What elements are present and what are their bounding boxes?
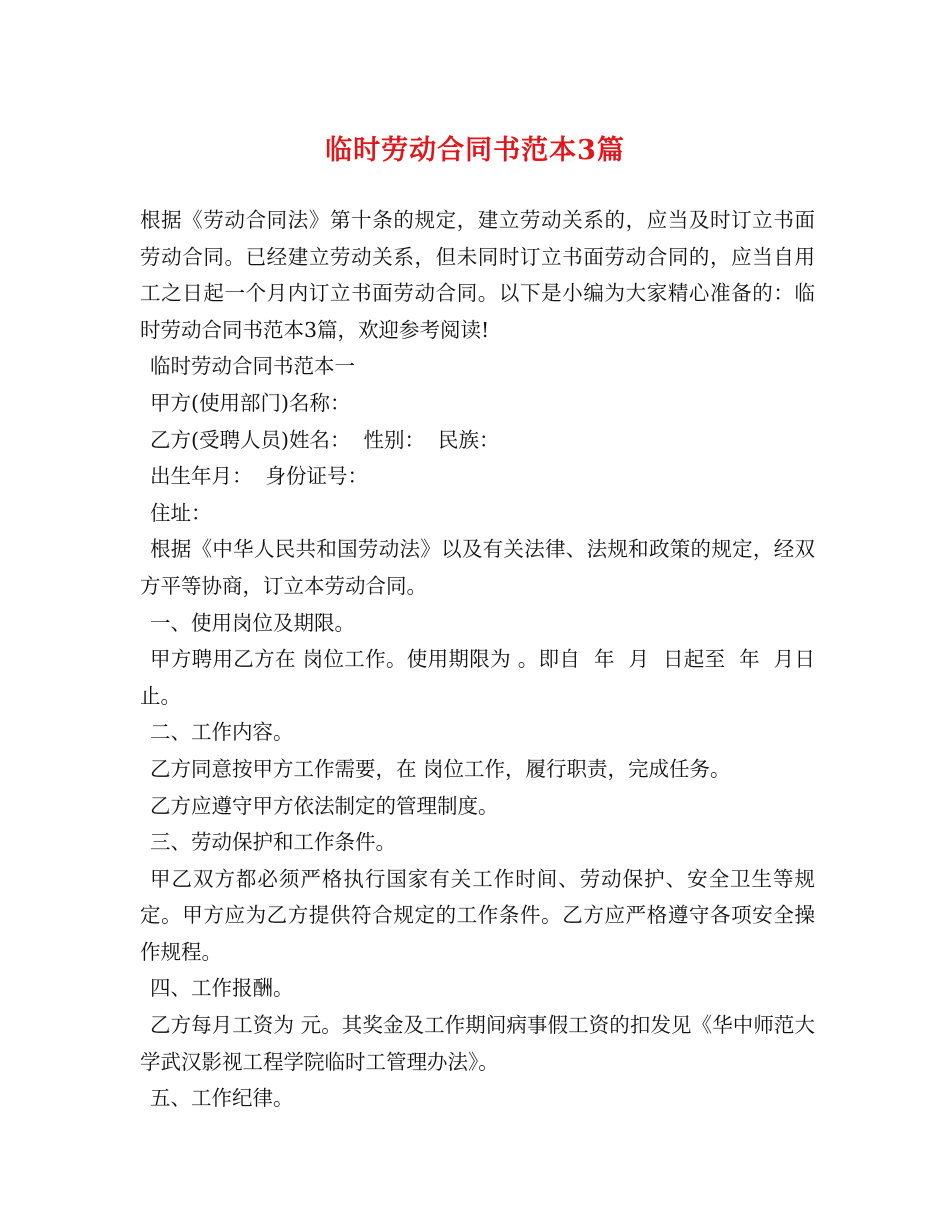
clause-2-text-b: 乙方应遵守甲方依法制定的管理制度。	[150, 793, 499, 818]
section-heading-sample-one: 临时劳动合同书范本一	[150, 354, 355, 379]
document-title: 临时劳动合同书范本3篇	[325, 135, 625, 166]
clause-1-text: 甲方聘用乙方在 岗位工作。使用期限为 。即自 年 月 日起至 年 月日止。	[140, 647, 815, 708]
clause-3-text: 甲乙双方都必须严格执行国家有关工作时间、劳动保护、安全卫生等规定。甲方应为乙方提供符合规定的工作条件。乙方应严格遵守各项安全操作规程。	[140, 866, 815, 964]
clause-heading-5: 五、工作纪律。	[150, 1086, 294, 1111]
intro-paragraph: 根据《劳动合同法》第十条的规定，建立劳动关系的，应当及时订立书面劳动合同。已经建立劳动关系，但未同时订立书面劳动合同的，应当自用工之日起一个月内订立书面劳动合同。以下是小编为大家精心准备的：临时劳动合同书范本3篇，欢迎参考阅读!	[140, 208, 815, 342]
preamble-paragraph: 根据《中华人民共和国劳动法》以及有关法律、法规和政策的规定，经双方平等协商，订立本劳动合同。	[140, 537, 815, 598]
clause-2-text-a: 乙方同意按甲方工作需要，在 岗位工作，履行职责，完成任务。	[150, 756, 731, 781]
clause-heading-2: 二、工作内容。	[150, 720, 294, 745]
address-line: 住址：	[150, 500, 212, 525]
birth-id-line: 出生年月： 身份证号：	[150, 464, 369, 489]
party-a-name-line: 甲方(使用部门)名称：	[150, 390, 351, 415]
clause-heading-3: 三、劳动保护和工作条件。	[150, 830, 396, 855]
clause-heading-4: 四、工作报酬。	[150, 976, 294, 1001]
party-b-info-line: 乙方(受聘人员)姓名： 性别： 民族：	[150, 427, 500, 452]
document-body	[140, 202, 815, 1117]
clause-heading-1: 一、使用岗位及期限。	[150, 610, 355, 635]
clause-4-text: 乙方每月工资为 元。其奖金及工作期间病事假工资的扣发见《华中师范大学武汉影视工程学院临时工管理办法》。	[140, 1013, 815, 1074]
